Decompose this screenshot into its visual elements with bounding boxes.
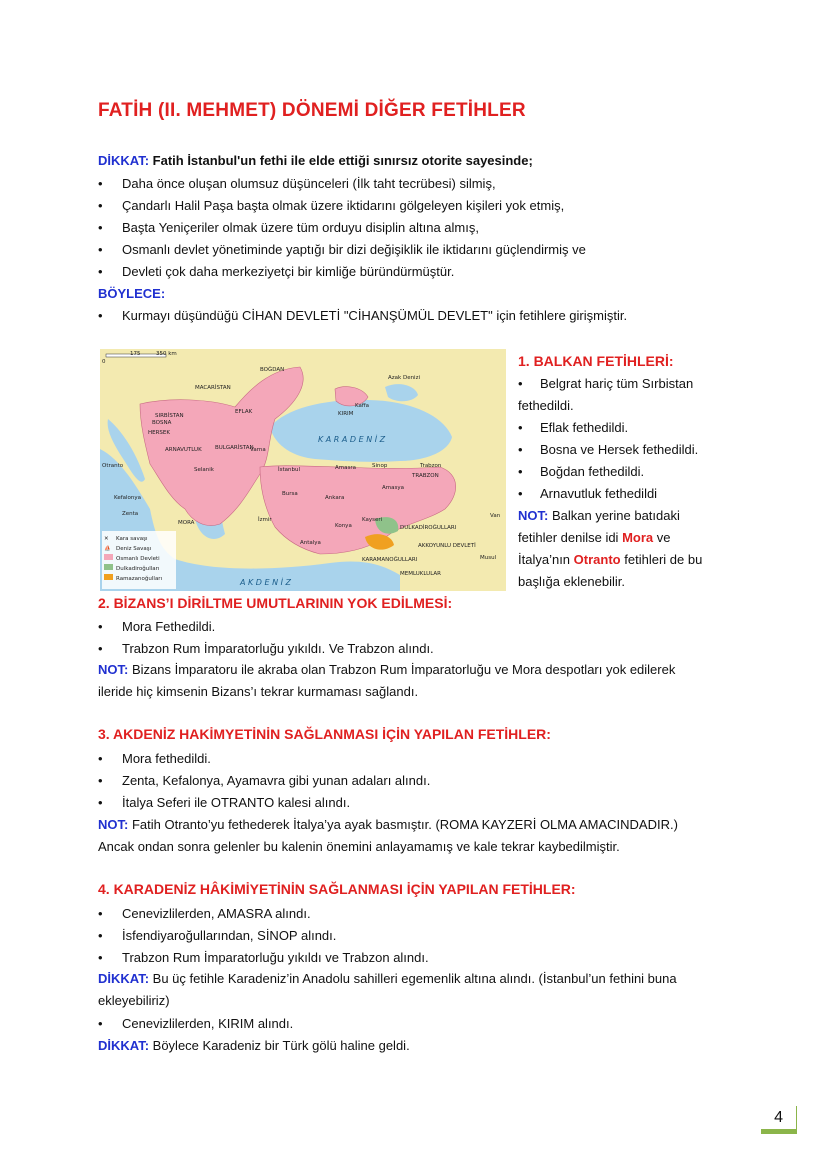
list-item: • Cenevizlilerden, AMASRA alındı. [98,906,311,921]
map-place: Musul [480,555,497,561]
map-place: Selanik [194,467,214,473]
map-label: HERSEK [148,430,171,436]
scale-350: 350 km [156,351,177,357]
list-item: • İtalya Seferi ile OTRANTO kalesi alındı. [98,795,351,810]
map-place: Antalya [300,540,321,546]
dikkat-text: Fatih İstanbul'un fethi ile elde ettiği sınırsız otorite sayesinde; [152,153,533,168]
map-label: KARAMANOĞULLARI [362,557,418,563]
page-number: 4 [774,1109,783,1126]
map-label: BOSNA [152,420,172,426]
map-place: Ankara [325,495,345,501]
map-label: ARNAVUTLUK [165,447,202,453]
map-place: Kefalonya [114,495,142,501]
map-label: MACARİSTAN [195,385,231,391]
sea-label: K A R A D E N İ Z [318,435,386,444]
map-place: Amasra [335,465,356,471]
map-label: KIRIM [338,411,354,417]
bizans-heading: 2. BİZANS’I DİRİLTME UMUTLARININ YOK EDİLMESİ: [98,595,453,611]
map-place: Trabzon [420,463,442,469]
map-place: İstanbul [278,467,301,473]
map-label: EFLAK [235,409,253,415]
list-item: • Cenevizlilerden, KIRIM alındı. [98,1016,294,1031]
map-label: DULKADİROĞULLARI [400,525,457,531]
map-label: BULGARİSTAN [215,445,254,451]
bizans-note: NOT: Bizans İmparatoru ile akraba olan Trabzon Rum İmparatorluğu ve Mora despotları yok edilerek [98,662,676,677]
karadeniz-dikkat-2: DİKKAT: Böylece Karadeniz bir Türk gölü haline geldi. [98,1038,410,1053]
akdeniz-heading: 3. AKDENİZ HAKİMYETİNİN SAĞLANMASI İÇİN YAPILAN FETİHLER: [98,726,551,742]
list-item: • Devleti çok daha merkeziyetçi bir kimliğe büründürmüştür. [98,264,455,279]
dikkat-label: DİKKAT: [98,153,150,168]
karadeniz-dikkat-cont: ekleyebiliriz) [98,993,170,1008]
map-label: TRABZON [412,473,439,479]
page-title: FATİH (II. MEHMET) DÖNEMİ DİĞER FETİHLER [98,100,526,121]
scale-175: 175 [130,351,141,357]
balkan-note: başlığa eklenebilir. [518,574,625,589]
karadeniz-heading: 4. KARADENİZ HÂKİMİYETİNİN SAĞLANMASI İÇİN YAPILAN FETİHLER: [98,881,576,897]
map-place: Kaffa [355,403,370,409]
sea-label: A K D E N İ Z [240,578,292,587]
balkan-note: NOT: Balkan yerine batıdaki [518,508,680,523]
map-place: Amasya [382,485,404,491]
map-label: SIRBİSTAN [155,413,184,419]
legend-sea-battle-icon: ⛵ [104,546,111,552]
list-item: • Çandarlı Halil Paşa başta olmak üzere iktidarını gölgeleyen kişileri yok etmiş, [98,198,565,213]
karadeniz-dikkat: DİKKAT: Bu üç fetihle Karadeniz’in Anadolu sahilleri egemenlik altına alındı. (İstanbul’un fethini buna [98,971,677,986]
legend-item: Kara savaşı [116,536,148,542]
list-item: • Trabzon Rum İmparatorluğu yıkıldı ve Trabzon alındı. [98,950,429,965]
scale-0: 0 [102,359,106,365]
map-place: Kayseri [362,517,383,523]
legend-swatch [104,554,113,560]
list-item: • Osmanlı devlet yönetiminde yaptığı bir dizi değişiklik ile iktidarını güçlendirmiş ve [98,242,586,257]
map-label: MEMLUKLULAR [400,571,441,577]
ottoman-conquests-map [100,349,506,591]
list-item: • Trabzon Rum İmparatorluğu yıkıldı. Ve Trabzon alındı. [98,641,434,656]
boylece-label: BÖYLECE: [98,286,166,301]
map-place: İzmir [258,517,272,523]
map-place: Zenta [122,511,139,517]
balkan-note: İtalya’nın Otranto fetihleri de bu [518,552,703,567]
list-item: • Mora Fethedildi. [98,619,216,634]
list-item: • Mora fethedildi. [98,751,211,766]
page-number-bar [761,1129,797,1134]
map-place: Van [490,513,501,519]
map-label: BOĞDAN [260,367,285,373]
map-place: Varna [250,447,266,453]
list-item: • İsfendiyaroğullarından, SİNOP alındı. [98,928,337,943]
map-place: Azak Denizi [388,375,421,381]
page-number-rule [796,1106,797,1129]
page-number-box [761,1106,797,1134]
list-item-cont: fethedildi. [518,398,574,413]
legend-item: Deniz Savaşı [116,546,152,552]
legend-swatch [104,564,113,570]
list-item: • Belgrat hariç tüm Sırbistan [518,376,694,391]
legend-swatch [104,574,113,580]
legend-item: Ramazanoğulları [116,576,163,582]
list-item: • Bosna ve Hersek fethedildi. [518,442,699,457]
list-item: • Zenta, Kefalonya, Ayamavra gibi yunan adaları alındı. [98,773,431,788]
list-item: • Kurmayı düşündüğü CİHAN DEVLETİ "CİHANŞÜMÜL DEVLET" için fetihlere girişmiştir. [98,308,628,323]
list-item: • Arnavutluk fethedildi [518,486,658,501]
akdeniz-note: NOT: Fatih Otranto’yu fethederek İtalya’ya ayak basmıştır. (ROMA KAYZERİ OLMA AMACINDADIR.) [98,817,678,832]
legend-item: Dulkadiroğulları [116,566,160,572]
map-label: AKKOYUNLU DEVLETİ [418,543,476,549]
akdeniz-note-cont: Ancak ondan sonra gelenler bu kalenin önemini anlayamamış ve kale tekrar kaybedilmiştir. [98,839,620,854]
balkan-note: fetihler denilse idi Mora ve [518,530,671,545]
list-item: • Başta Yeniçeriler olmak üzere tüm orduyu disiplin altına almış, [98,220,479,235]
list-item: • Daha önce oluşan olumsuz düşünceleri (İlk taht tecrübesi) silmiş, [98,176,496,191]
map-place: Otranto [102,463,124,469]
legend-land-battle-icon: ✕ [104,536,109,542]
intro-dikkat [98,152,533,170]
map-place: Sinop [372,463,388,469]
map-place: Bursa [282,491,298,497]
legend-item: Osmanlı Devleti [116,556,160,562]
map-label: MORA [178,520,195,526]
bizans-note-cont: ileride hiç kimsenin Bizans’ı tekrar kurmaması sağlandı. [98,684,419,699]
list-item: • Eflak fethedildi. [518,420,629,435]
map-place: Konya [335,523,352,529]
list-item: • Boğdan fethedildi. [518,464,645,479]
balkan-heading: 1. BALKAN FETİHLERİ: [518,353,674,369]
